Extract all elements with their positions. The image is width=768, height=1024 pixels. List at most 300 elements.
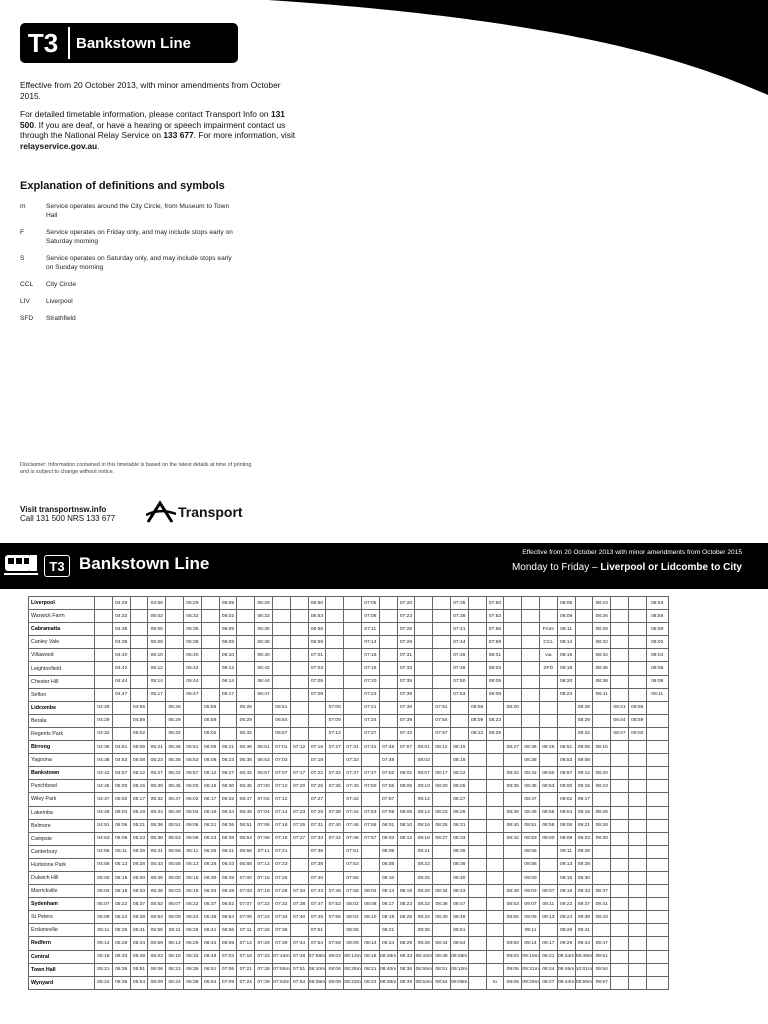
- departure-time: 05:37: [130, 898, 148, 911]
- departure-time: 05:34: [148, 806, 166, 819]
- departure-time: [130, 597, 148, 610]
- departure-time: [201, 636, 219, 649]
- departure-time: [646, 754, 668, 767]
- departure-time: 06:57: [255, 767, 273, 780]
- departure-time: 08:17: [433, 767, 451, 780]
- departure-time: [575, 623, 593, 636]
- departure-time: [95, 623, 113, 636]
- departure-time: [611, 885, 629, 898]
- departure-time: 07:38: [450, 610, 468, 623]
- departure-time: 09:24: [557, 911, 575, 924]
- departure-time: 04:40: [112, 649, 130, 662]
- departure-time: 05:26: [130, 845, 148, 858]
- departure-time: 08:02: [397, 767, 415, 780]
- departure-time: 07:14: [272, 806, 290, 819]
- departure-time: [522, 688, 540, 701]
- departure-time: [112, 727, 130, 740]
- departure-time: 07:50: [361, 780, 379, 793]
- relay-site-link[interactable]: relayservice.gov.au: [20, 140, 98, 151]
- timetable-row: [29, 845, 669, 858]
- departure-time: 05:21: [148, 741, 166, 754]
- contact-text-a: For detailed timetable information, please contact Transport Info on: [20, 109, 271, 119]
- departure-time: 08:32: [415, 898, 433, 911]
- departure-time: 05:13: [112, 858, 130, 871]
- departure-time: [504, 754, 522, 767]
- departure-time: [539, 701, 557, 714]
- departure-time: [504, 871, 522, 884]
- departure-time: 08:59: [628, 714, 646, 727]
- departure-time: 09:07: [539, 885, 557, 898]
- definition-item: [20, 314, 236, 323]
- departure-time: 07:27: [290, 832, 308, 845]
- departure-time: [130, 662, 148, 675]
- station-name: Sefton: [29, 688, 95, 701]
- departure-time: 09:08m: [450, 976, 468, 989]
- timetable-row: [29, 793, 669, 806]
- departure-time: 08:42: [504, 832, 522, 845]
- departure-time: 06:06: [183, 819, 201, 832]
- departure-time: 07:18: [308, 754, 326, 767]
- departure-time: [468, 767, 486, 780]
- departure-time: [628, 937, 646, 950]
- departure-time: [468, 845, 486, 858]
- departure-time: [611, 675, 629, 688]
- departure-time: 05:11: [112, 845, 130, 858]
- departure-time: [433, 597, 451, 610]
- departure-time: 05:00: [95, 871, 113, 884]
- departure-time: 08:50: [539, 767, 557, 780]
- departure-time: 09:26: [575, 845, 593, 858]
- departure-time: [468, 688, 486, 701]
- departure-time: 06:28: [201, 858, 219, 871]
- departure-time: 07:23: [361, 688, 379, 701]
- departure-time: 08:55: [504, 911, 522, 924]
- departure-time: [255, 727, 273, 740]
- timetable-row: [29, 806, 669, 819]
- departure-time: 08:23: [593, 597, 611, 610]
- departure-time: [201, 688, 219, 701]
- site-link[interactable]: transportnsw.info: [38, 505, 107, 514]
- definition-text: Liverpool: [46, 298, 73, 305]
- departure-time: 09:17: [539, 937, 557, 950]
- timetable-row: [29, 688, 669, 701]
- departure-time: [344, 623, 362, 636]
- departure-time: 07:38: [397, 688, 415, 701]
- station-name: Campsie: [29, 832, 95, 845]
- departure-time: [611, 636, 629, 649]
- departure-time: 05:27: [148, 767, 166, 780]
- timetable-row: [29, 741, 669, 754]
- departure-time: [344, 727, 362, 740]
- departure-time: [504, 675, 522, 688]
- departure-time: [201, 597, 219, 610]
- departure-time: 07:03: [237, 885, 255, 898]
- departure-time: 04:29: [95, 714, 113, 727]
- departure-time: [575, 636, 593, 649]
- departure-time: 05:29: [183, 597, 201, 610]
- departure-time: 08:34: [415, 911, 433, 924]
- departure-time: 05:52: [148, 898, 166, 911]
- departure-time: 05:32: [148, 793, 166, 806]
- departure-time: 08:38: [522, 754, 540, 767]
- departure-time: 09:19: [575, 806, 593, 819]
- departure-time: 07:12: [272, 793, 290, 806]
- departure-time: 07:59: [326, 937, 344, 950]
- departure-time: 05:39: [112, 976, 130, 989]
- departure-time: [593, 871, 611, 884]
- departure-time: 04:26: [95, 701, 113, 714]
- departure-time: [593, 727, 611, 740]
- departure-time: 05:58: [166, 858, 184, 871]
- departure-time: [611, 819, 629, 832]
- departure-time: [486, 911, 504, 924]
- departure-time: 07:42: [361, 741, 379, 754]
- departure-time: 09:54: [593, 963, 611, 976]
- departure-time: [628, 885, 646, 898]
- departure-time: 09:46m: [557, 963, 575, 976]
- departure-time: 06:53: [237, 832, 255, 845]
- definition-symbol: CCL: [20, 281, 34, 288]
- departure-time: 05:14: [148, 675, 166, 688]
- departure-time: 08:53: [504, 898, 522, 911]
- departure-time: 08:54: [450, 937, 468, 950]
- departure-time: 07:49: [308, 911, 326, 924]
- departure-time: 07:24: [361, 714, 379, 727]
- departure-time: 08:49: [450, 911, 468, 924]
- departure-time: 08:45: [522, 780, 540, 793]
- departure-time: 06:27: [219, 767, 237, 780]
- station-name: Wiley Park: [29, 793, 95, 806]
- departure-time: 07:03: [219, 950, 237, 963]
- departure-time: 05:59: [219, 597, 237, 610]
- departure-time: 07:36: [272, 924, 290, 937]
- departure-time: 06:44: [255, 675, 273, 688]
- departure-time: [628, 741, 646, 754]
- departure-time: [433, 858, 451, 871]
- timetable-row: [29, 675, 669, 688]
- departure-time: 07:14: [237, 937, 255, 950]
- departure-time: [130, 623, 148, 636]
- departure-time: 08:26: [575, 701, 593, 714]
- departure-time: 08:22: [450, 767, 468, 780]
- departure-time: [539, 714, 557, 727]
- departure-time: [646, 819, 668, 832]
- departure-time: 07:35: [450, 597, 468, 610]
- departure-time: 06:47: [255, 688, 273, 701]
- departure-time: 09:23: [575, 832, 593, 845]
- departure-time: 08:59: [646, 623, 668, 636]
- departure-time: [486, 754, 504, 767]
- departure-time: [628, 780, 646, 793]
- departure-time: 06:12: [201, 767, 219, 780]
- departure-time: 07:47: [308, 898, 326, 911]
- departure-time: [468, 898, 486, 911]
- departure-time: 08:54: [433, 976, 451, 989]
- departure-time: [433, 675, 451, 688]
- departure-time: 09:22: [557, 898, 575, 911]
- departure-time: [326, 597, 344, 610]
- departure-time: 07:18: [361, 662, 379, 675]
- departure-time: 08:25: [415, 871, 433, 884]
- departure-time: [344, 610, 362, 623]
- departure-time: 07:25: [272, 871, 290, 884]
- departure-time: [486, 871, 504, 884]
- departure-time: [326, 688, 344, 701]
- departure-time: 04:38: [95, 754, 113, 767]
- departure-time: 08:24: [361, 976, 379, 989]
- departure-time: 08:34: [433, 885, 451, 898]
- departure-time: 08:40: [504, 819, 522, 832]
- departure-time: 09:18: [557, 885, 575, 898]
- departure-time: [611, 832, 629, 845]
- departure-time: 08:20: [557, 675, 575, 688]
- departure-time: [290, 924, 308, 937]
- departure-time: [433, 610, 451, 623]
- departure-time: 07:03: [272, 754, 290, 767]
- departure-time: 09:34m: [557, 950, 575, 963]
- station-name: Bankstown: [29, 767, 95, 780]
- bar-days: Monday to Friday –: [511, 562, 601, 573]
- departure-time: [166, 597, 184, 610]
- departure-time: 07:43: [308, 885, 326, 898]
- departure-time: 06:21: [219, 741, 237, 754]
- departure-time: 08:36: [415, 924, 433, 937]
- bar-line-name: Bankstown Line: [79, 554, 210, 573]
- departure-time: 07:42: [326, 832, 344, 845]
- departure-time: 04:44: [112, 675, 130, 688]
- departure-time: 07:39: [397, 714, 415, 727]
- departure-time: [201, 623, 219, 636]
- departure-time: 07:08: [255, 832, 273, 845]
- visit-label: Visit: [20, 505, 39, 514]
- departure-time: [166, 636, 184, 649]
- departure-time: 09:11: [522, 924, 540, 937]
- bar-days-direction: [512, 562, 742, 573]
- departure-time: 05:08: [148, 636, 166, 649]
- departure-time: 07:26: [397, 623, 415, 636]
- departure-time: 08:18: [415, 832, 433, 845]
- departure-time: 08:06: [468, 701, 486, 714]
- departure-time: 04:51: [112, 741, 130, 754]
- departure-time: 08:58: [539, 819, 557, 832]
- departure-time: 06:21: [201, 819, 219, 832]
- departure-time: 08:49: [522, 806, 540, 819]
- departure-time: 08:40: [450, 871, 468, 884]
- departure-time: 06:18: [183, 885, 201, 898]
- departure-time: 06:41: [201, 924, 219, 937]
- departure-time: [468, 649, 486, 662]
- departure-time: [379, 727, 397, 740]
- departure-time: 08:53: [646, 597, 668, 610]
- departure-time: [522, 714, 540, 727]
- station-name: Dulwich Hill: [29, 871, 95, 884]
- departure-time: 08:03: [326, 950, 344, 963]
- departure-time: [611, 976, 629, 989]
- departure-time: 06:24: [183, 911, 201, 924]
- departure-time: [326, 636, 344, 649]
- transport-info-phone: 131 500: [20, 109, 285, 130]
- departure-time: [646, 858, 668, 871]
- departure-time: 07:01: [272, 741, 290, 754]
- departure-time: 09:29: [557, 937, 575, 950]
- departure-time: [611, 924, 629, 937]
- departure-time: [112, 714, 130, 727]
- departure-time: 08:33: [450, 832, 468, 845]
- departure-time: 08:33: [397, 950, 415, 963]
- departure-time: 09:37: [593, 885, 611, 898]
- departure-time: 06:15: [183, 871, 201, 884]
- departure-time: [646, 871, 668, 884]
- departure-time: [468, 950, 486, 963]
- departure-time: 07:33: [397, 662, 415, 675]
- timetable-row: [29, 610, 669, 623]
- departure-time: [646, 793, 668, 806]
- departure-time: 06:08: [201, 754, 219, 767]
- departure-time: 09:04: [646, 649, 668, 662]
- departure-time: 06:47: [237, 793, 255, 806]
- departure-time: [522, 597, 540, 610]
- departure-time: 07:37: [344, 767, 362, 780]
- station-name: Chester Hill: [29, 675, 95, 688]
- departure-time: [237, 623, 255, 636]
- departure-time: 08:36: [593, 662, 611, 675]
- timetable-row: [29, 898, 669, 911]
- departure-time: [557, 727, 575, 740]
- departure-time: [593, 754, 611, 767]
- departure-time: [611, 780, 629, 793]
- departure-time: 07:31: [397, 649, 415, 662]
- departure-time: 07:22: [255, 898, 273, 911]
- departure-time: [326, 675, 344, 688]
- departure-time: 09:02: [628, 727, 646, 740]
- departure-time: [361, 924, 379, 937]
- departure-time: 08:58m: [450, 950, 468, 963]
- departure-time: 07:29: [308, 806, 326, 819]
- departure-time: [361, 871, 379, 884]
- departure-time: 08:09: [326, 976, 344, 989]
- departure-time: 08:51: [557, 741, 575, 754]
- departure-time: [166, 623, 184, 636]
- departure-time: [611, 845, 629, 858]
- station-name: Sydenham: [29, 898, 95, 911]
- departure-time: 07:23: [397, 610, 415, 623]
- departure-time: 08:06: [379, 845, 397, 858]
- departure-time: [486, 924, 504, 937]
- departure-time: [433, 793, 451, 806]
- departure-time: 07:58: [344, 885, 362, 898]
- departure-time: 06:56: [308, 623, 326, 636]
- departure-time: [272, 636, 290, 649]
- departure-time: [539, 871, 557, 884]
- departure-time: 07:57: [433, 727, 451, 740]
- departure-time: 08:20: [433, 780, 451, 793]
- departure-time: 05:02: [112, 793, 130, 806]
- departure-time: [628, 610, 646, 623]
- departure-time: [646, 885, 668, 898]
- departure-time: 06:02: [219, 610, 237, 623]
- departure-time: [290, 871, 308, 884]
- departure-time: [486, 845, 504, 858]
- transport-logo: [146, 500, 243, 524]
- departure-time: [166, 610, 184, 623]
- departure-time: 07:09: [237, 911, 255, 924]
- departure-time: [415, 701, 433, 714]
- departure-time: 05:22: [112, 898, 130, 911]
- departure-time: 07:35: [326, 780, 344, 793]
- departure-time: [646, 727, 668, 740]
- departure-time: 06:11: [166, 924, 184, 937]
- station-name: Lidcombe: [29, 701, 95, 714]
- departure-time: 08:12: [468, 727, 486, 740]
- contact-text-d: .: [97, 140, 100, 151]
- departure-time: [646, 767, 668, 780]
- departure-time: [415, 662, 433, 675]
- departure-time: 09:26: [593, 806, 611, 819]
- departure-time: 06:39: [183, 976, 201, 989]
- departure-time: [95, 610, 113, 623]
- departure-time: [628, 662, 646, 675]
- departure-time: 07:05: [308, 675, 326, 688]
- departure-time: 07:12: [290, 741, 308, 754]
- departure-time: [255, 701, 273, 714]
- definition-item: [20, 202, 236, 220]
- departure-time: [468, 662, 486, 675]
- departure-time: 06:33: [201, 885, 219, 898]
- line-badge: [20, 23, 238, 63]
- departure-time: [201, 662, 219, 675]
- departure-time: [290, 610, 308, 623]
- departure-time: 08:12: [415, 793, 433, 806]
- departure-time: 09:11: [539, 898, 557, 911]
- departure-time: 05:39: [130, 911, 148, 924]
- departure-time: 09:30: [575, 871, 593, 884]
- departure-time: 06:08: [219, 636, 237, 649]
- departure-time: 06:06: [201, 741, 219, 754]
- departure-time: 07:17: [290, 767, 308, 780]
- departure-time: 05:30: [130, 871, 148, 884]
- departure-time: 08:28: [415, 885, 433, 898]
- departure-time: 05:06: [112, 819, 130, 832]
- departure-time: [397, 924, 415, 937]
- departure-time: 05:18: [95, 950, 113, 963]
- departure-time: [486, 898, 504, 911]
- timetable-row: [29, 924, 669, 937]
- departure-time: 04:59: [148, 597, 166, 610]
- departure-time: 08:47: [450, 898, 468, 911]
- departure-time: 07:32: [272, 898, 290, 911]
- departure-time: 08:28m: [379, 950, 397, 963]
- departure-time: 09:21: [575, 819, 593, 832]
- departure-time: 06:44: [201, 937, 219, 950]
- station-name: Hurlstone Park: [29, 858, 95, 871]
- departure-time: 09:29m: [522, 976, 540, 989]
- departure-time: 04:32: [112, 610, 130, 623]
- departure-time: [468, 675, 486, 688]
- departure-time: 09:08: [575, 754, 593, 767]
- departure-time: [237, 662, 255, 675]
- contact-text-c: . For more information, visit: [193, 130, 296, 140]
- departure-time: 06:12: [219, 662, 237, 675]
- departure-time: 09:09: [504, 976, 522, 989]
- departure-time: [326, 662, 344, 675]
- disclaimer: Disclaimer: Information contained in this timetable is based on the latest details at time of printing and is subject to change without notice.: [20, 462, 252, 475]
- departure-time: 07:12: [326, 727, 344, 740]
- departure-time: 08:18: [361, 950, 379, 963]
- departure-time: 06:48: [201, 950, 219, 963]
- departure-time: 05:11: [95, 924, 113, 937]
- bar-direction: Liverpool or Lidcombe to City: [600, 562, 742, 573]
- departure-time: [611, 649, 629, 662]
